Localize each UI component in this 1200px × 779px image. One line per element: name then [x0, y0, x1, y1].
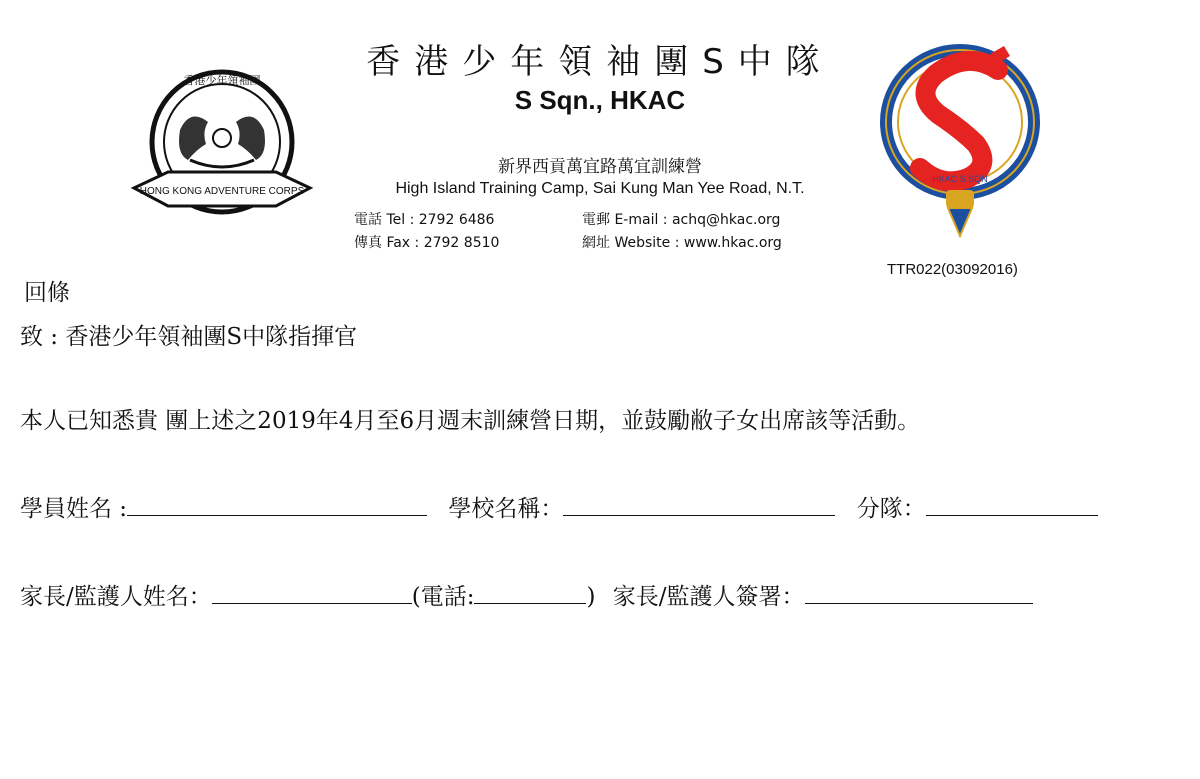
unit-field[interactable] [926, 493, 1098, 516]
website-value: Website : www.hkac.org [614, 235, 782, 251]
emblem-top-text: 香港少年領袖團 [183, 74, 261, 87]
fax-line [354, 232, 499, 252]
unit-label: 分隊： [856, 496, 926, 522]
email-line [582, 209, 780, 229]
phone-field[interactable] [474, 581, 586, 604]
address-chinese: 新界西貢萬宜路萬宜訓練營 [498, 157, 702, 177]
website-label: 網址 [582, 235, 610, 251]
student-name-label: 學員姓名 : [20, 496, 128, 522]
guardian-name-label: 家長/監護人姓名： [20, 584, 212, 610]
website-line [582, 232, 782, 252]
addressee-line: 致 : 香港少年領袖團S中隊指揮官 [20, 324, 358, 350]
reference-code: TTR022(03092016) [887, 261, 1018, 278]
guardian-signature-field[interactable] [805, 581, 1033, 604]
email-label: 電郵 [582, 212, 610, 228]
tel-label: 電話 [354, 212, 382, 228]
email-value: E-mail : achq@hkac.org [614, 212, 781, 228]
emblem-ribbon-text: HONG KONG ADVENTURE CORPS [139, 186, 305, 197]
tel-line [354, 209, 494, 229]
school-name-label: 學校名稱： [448, 496, 564, 522]
statement-text: 本人已知悉貴 團上述之2019年4月至6月週末訓練營日期，並鼓勵敝子女出席該等活動。 [20, 408, 921, 434]
address-english: High Island Training Camp, Sai Kung Man Yee Road, N.T. [395, 180, 805, 197]
badge-ring-text: HKAC S SQN [932, 174, 988, 184]
school-name-field[interactable] [563, 493, 835, 516]
guardian-info-row [20, 578, 1033, 611]
page-title-chinese: 香港少年領袖團S中隊 [366, 42, 834, 82]
reply-slip-heading: 回條 [24, 280, 70, 306]
phone-close-label: ) [586, 584, 596, 610]
guardian-name-field[interactable] [212, 581, 412, 604]
fax-value: Fax : 2792 8510 [386, 235, 500, 251]
fax-label: 傳真 [354, 235, 382, 251]
student-info-row [20, 490, 1098, 523]
page-title-english: S Sqn., HKAC [514, 85, 686, 115]
phone-label: (電話: [411, 584, 475, 610]
student-name-field[interactable] [127, 493, 427, 516]
guardian-signature-label: 家長/監護人簽署： [612, 584, 805, 610]
tel-value: Tel : 2792 6486 [386, 212, 495, 228]
